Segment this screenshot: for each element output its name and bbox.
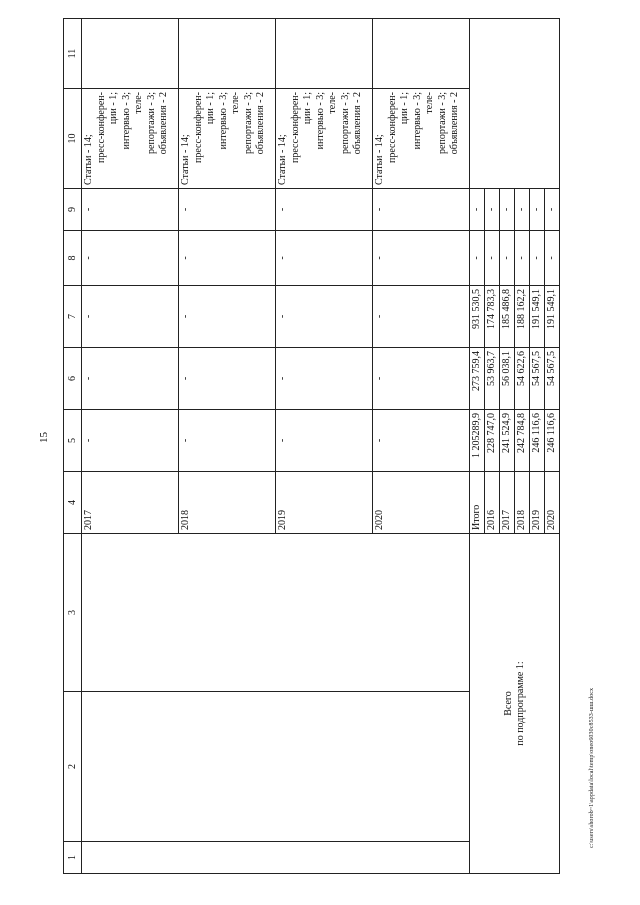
- empty-cell: [82, 692, 470, 842]
- col-number: 6: [64, 348, 82, 410]
- pub-line: Статьи - 14;: [277, 134, 288, 185]
- value-cell: -: [500, 189, 515, 231]
- value-cell: -: [545, 231, 560, 286]
- value-cell: -: [179, 286, 276, 348]
- year-cell: 2019: [276, 472, 373, 534]
- pub-line: объявления - 2: [255, 92, 266, 155]
- value-cell: -: [373, 410, 470, 472]
- value-cell: 931 530,5: [470, 286, 485, 348]
- value-cell: 246 116,6: [545, 410, 560, 472]
- pub-line: пресс-конферен-: [95, 92, 107, 163]
- value-cell: -: [82, 231, 179, 286]
- pub-line: репортажи - 3;: [436, 92, 448, 154]
- value-cell: -: [82, 189, 179, 231]
- col-number: 3: [64, 534, 82, 692]
- value-cell: -: [530, 231, 545, 286]
- year-cell: 2018: [515, 472, 530, 534]
- value-cell: -: [373, 231, 470, 286]
- pub-line: объявления - 2: [449, 92, 460, 155]
- value-cell: -: [276, 348, 373, 410]
- value-cell: -: [179, 231, 276, 286]
- publications-cell: [179, 89, 276, 189]
- value-cell: -: [373, 348, 470, 410]
- value-cell: 228 747,0: [485, 410, 500, 472]
- pub-line: теле-: [230, 92, 241, 114]
- col-number: 4: [64, 472, 82, 534]
- publications-cell: [82, 89, 179, 189]
- value-cell: -: [179, 189, 276, 231]
- value-cell: 241 524,9: [500, 410, 515, 472]
- value-cell: -: [179, 348, 276, 410]
- value-cell: -: [485, 231, 500, 286]
- page-number: 15: [38, 432, 50, 443]
- pub-line: теле-: [327, 92, 338, 114]
- col-number: 10: [64, 89, 82, 189]
- value-cell: 191 549,1: [545, 286, 560, 348]
- value-cell: 56 038,1: [500, 348, 515, 410]
- value-cell: 188 162,2: [515, 286, 530, 348]
- pub-line: интервью - 3;: [314, 92, 326, 150]
- value-cell: -: [373, 286, 470, 348]
- pub-line: теле-: [133, 92, 144, 114]
- col-number: 9: [64, 189, 82, 231]
- pub-line: Статьи - 14;: [83, 134, 94, 185]
- footer-file-path: c:\users\shorob~1\appdata\local\temp\oneo6030c8533-шш.docx: [589, 687, 595, 848]
- total-row: [470, 19, 485, 874]
- pub-line: Статьи - 14;: [374, 134, 385, 185]
- col-number: 11: [64, 19, 82, 89]
- pub-line: пресс-конферен-: [386, 92, 398, 163]
- year-cell: 2018: [179, 472, 276, 534]
- pub-line: ции - 1;: [108, 92, 119, 125]
- pub-line: интервью - 3;: [411, 92, 423, 150]
- col-number: 5: [64, 410, 82, 472]
- value-cell: -: [276, 286, 373, 348]
- pub-line: репортажи - 3;: [339, 92, 351, 154]
- empty-cell: [82, 19, 179, 89]
- empty-cell: [276, 19, 373, 89]
- empty-cell: [373, 19, 470, 89]
- value-cell: 1 205289,9: [470, 410, 485, 472]
- col-number: 7: [64, 286, 82, 348]
- value-cell: 242 784,8: [515, 410, 530, 472]
- year-cell: Итого: [470, 472, 485, 534]
- col-number: 2: [64, 692, 82, 842]
- pub-line: репортажи - 3;: [242, 92, 254, 154]
- publications-cell: [276, 89, 373, 189]
- value-cell: -: [276, 231, 373, 286]
- value-cell: -: [82, 410, 179, 472]
- year-cell: 2020: [545, 472, 560, 534]
- total-label: по подпрограмме 1:: [514, 661, 526, 746]
- value-cell: -: [530, 189, 545, 231]
- year-cell: 2020: [373, 472, 470, 534]
- pub-line: Статьи - 14;: [180, 134, 191, 185]
- empty-cell: [82, 842, 470, 874]
- value-cell: -: [179, 410, 276, 472]
- empty-cell: [470, 19, 560, 189]
- value-cell: 246 116,6: [530, 410, 545, 472]
- value-cell: -: [485, 189, 500, 231]
- value-cell: -: [500, 231, 515, 286]
- value-cell: -: [82, 286, 179, 348]
- value-cell: -: [276, 189, 373, 231]
- year-cell: 2017: [500, 472, 515, 534]
- empty-cell: [82, 534, 470, 692]
- program-table: [63, 18, 560, 874]
- year-row: [82, 19, 179, 874]
- value-cell: 273 759,4: [470, 348, 485, 410]
- value-cell: -: [470, 231, 485, 286]
- rotated-table-container: [63, 19, 579, 874]
- value-cell: -: [515, 231, 530, 286]
- year-cell: 2016: [485, 472, 500, 534]
- pub-line: репортажи - 3;: [145, 92, 157, 154]
- value-cell: 53 963,7: [485, 348, 500, 410]
- value-cell: -: [545, 189, 560, 231]
- pub-line: интервью - 3;: [217, 92, 229, 150]
- value-cell: 191 549,1: [530, 286, 545, 348]
- value-cell: 174 783,3: [485, 286, 500, 348]
- year-cell: 2019: [530, 472, 545, 534]
- year-cell: 2017: [82, 472, 179, 534]
- pub-line: интервью - 3;: [120, 92, 132, 150]
- value-cell: 185 486,8: [500, 286, 515, 348]
- pub-line: пресс-конферен-: [192, 92, 204, 163]
- value-cell: 54 567,5: [545, 348, 560, 410]
- value-cell: -: [373, 189, 470, 231]
- total-label: Всего: [503, 691, 514, 716]
- column-number-row: [64, 19, 82, 874]
- pub-line: теле-: [424, 92, 435, 114]
- pub-line: ции - 1;: [399, 92, 410, 125]
- value-cell: -: [470, 189, 485, 231]
- empty-cell: [179, 19, 276, 89]
- pub-line: объявления - 2: [158, 92, 169, 155]
- pub-line: ции - 1;: [205, 92, 216, 125]
- value-cell: -: [515, 189, 530, 231]
- total-label-cell: [470, 534, 560, 874]
- publications-cell: [373, 89, 470, 189]
- value-cell: -: [82, 348, 179, 410]
- col-number: 8: [64, 231, 82, 286]
- pub-line: объявления - 2: [352, 92, 363, 155]
- col-number: 1: [64, 842, 82, 874]
- value-cell: -: [276, 410, 373, 472]
- value-cell: 54 622,6: [515, 348, 530, 410]
- pub-line: ции - 1;: [302, 92, 313, 125]
- pub-line: пресс-конферен-: [289, 92, 301, 163]
- value-cell: 54 567,5: [530, 348, 545, 410]
